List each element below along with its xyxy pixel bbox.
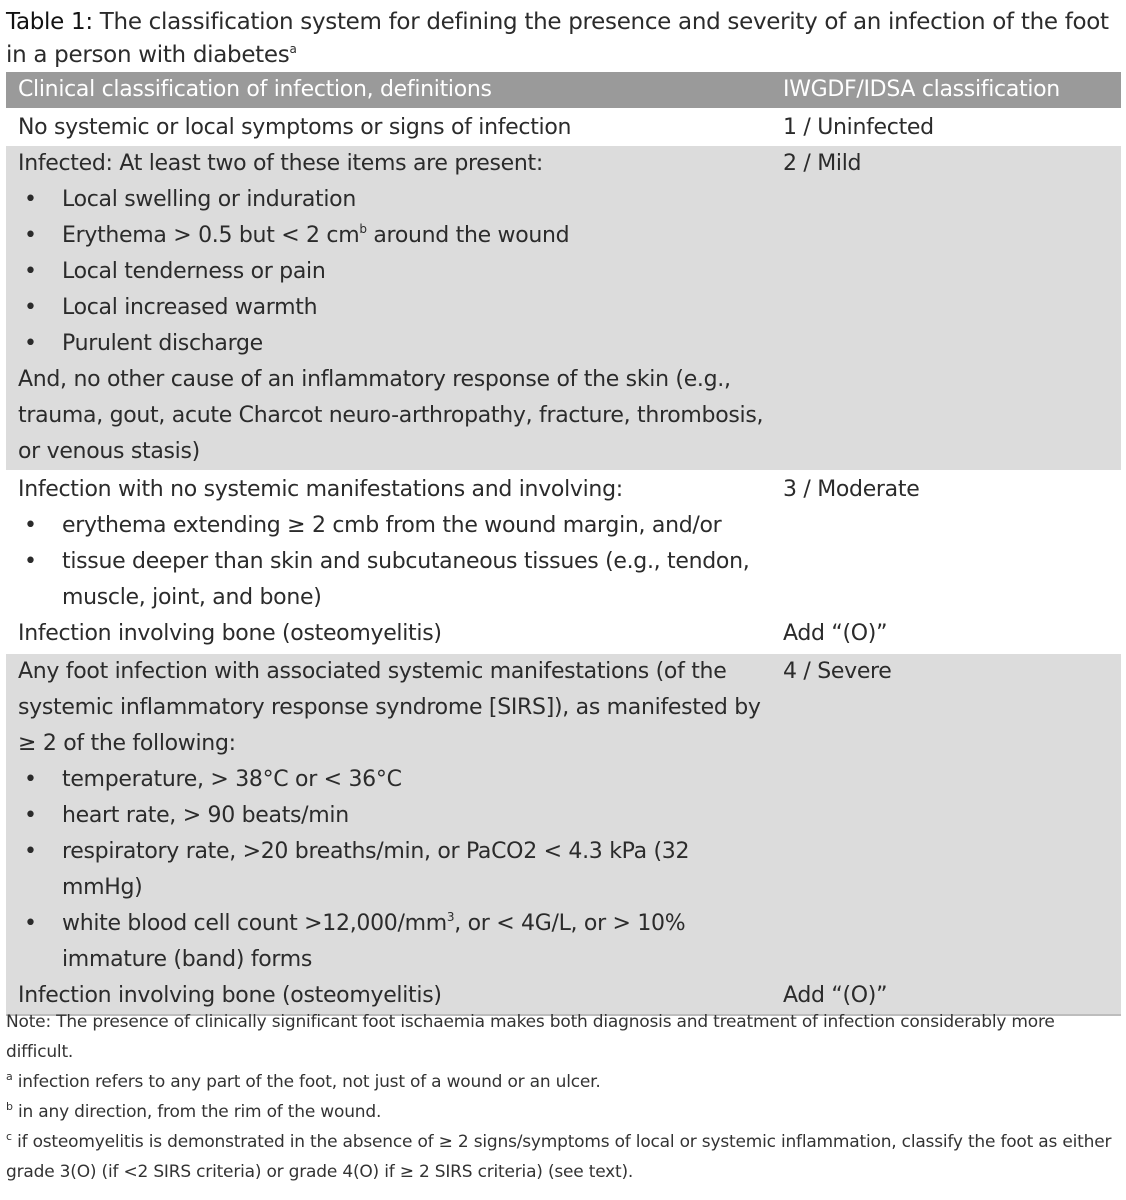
caption-footnote-mark: a: [289, 42, 297, 56]
footnote-b: [6, 1097, 1116, 1127]
row-definition: Infection involving bone (osteomyelitis): [6, 978, 769, 1015]
row-grade: 4 / Severe: [769, 653, 1121, 978]
row-intro: Infected: At least two of these items are present:: [18, 151, 543, 176]
footnote-text: in any direction, from the rim of the wound.: [12, 1102, 382, 1122]
footnote-a: [6, 1067, 1116, 1097]
header-classification: IWGDF/IDSA classification: [769, 72, 1121, 109]
row-grade: Add “(O)”: [769, 616, 1121, 653]
superscript: 3: [446, 910, 455, 924]
row-closing: And, no other cause of an inflammatory response of the skin (e.g., trauma, gout, acute Charcot neuro-arthropathy, fracture, thrombosis, or venous stasis): [18, 367, 764, 464]
row-intro: Infection with no systemic manifestations and involving:: [18, 477, 623, 502]
list-item: [18, 218, 769, 254]
footnote-text: infection refers to any part of the foot, not just of a wound or an ulcer.: [12, 1072, 601, 1092]
row-grade: 3 / Moderate: [769, 471, 1121, 616]
footnote-mark: a: [6, 1070, 13, 1083]
table-row-moderate: [6, 471, 1121, 616]
list-item: [18, 906, 769, 978]
table-caption: [6, 6, 1116, 72]
footnote-mark: c: [6, 1130, 12, 1143]
table-label: Table 1:: [6, 9, 93, 35]
row-definition: Infection involving bone (osteomyelitis): [6, 616, 769, 653]
list-item: • Local swelling or induration: [18, 182, 769, 218]
list-item: • temperature, > 38°C or < 36°C: [18, 762, 769, 798]
list-item: • heart rate, > 90 beats/min: [18, 798, 769, 834]
row-grade: 2 / Mild: [769, 146, 1121, 471]
list-item: • Purulent discharge: [18, 326, 769, 362]
footnote-c: [6, 1127, 1116, 1187]
table-row-mild: [6, 146, 1121, 471]
list-item: • Local tenderness or pain: [18, 254, 769, 290]
row-intro: Any foot infection with associated systemic manifestations (of the systemic inflammatory response syndrome [SIRS]), as manifested by ≥ 2 of the following:: [18, 659, 761, 756]
footnote-mark: b: [6, 1100, 13, 1113]
note-main: Note: The presence of clinically significant foot ischaemia makes both diagnosis and treatment of infection considerably more difficult.: [6, 1012, 1055, 1062]
caption-text: The classification system for defining the presence and severity of an infection of the foot in a person with diabetes: [6, 9, 1109, 68]
list-item: • tissue deeper than skin and subcutaneous tissues (e.g., tendon, muscle, joint, and bone): [18, 544, 769, 616]
bullet-list: [18, 508, 769, 616]
classification-table: [6, 72, 1121, 1016]
footnote-mark: b: [359, 222, 367, 236]
table-header-row: [6, 72, 1121, 109]
row-definition: [6, 146, 769, 471]
table-notes: [6, 1007, 1116, 1187]
list-item: • Local increased warmth: [18, 290, 769, 326]
bullet-list: [18, 182, 769, 362]
list-item-text: white blood cell count >12,000/mm: [62, 911, 447, 936]
list-item-text-tail: around the wound: [366, 223, 570, 248]
list-item: • erythema extending ≥ 2 cmb from the wound margin, and/or: [18, 508, 769, 544]
row-grade: 1 / Uninfected: [769, 109, 1121, 146]
table-row-moderate-bone: [6, 616, 1121, 653]
row-definition: [6, 653, 769, 978]
list-item: • respiratory rate, >20 breaths/min, or PaCO2 < 4.3 kPa (32 mmHg): [18, 834, 769, 906]
list-item-text: Erythema > 0.5 but < 2 cm: [62, 223, 360, 248]
table-row-severe: [6, 653, 1121, 978]
row-definition: No systemic or local symptoms or signs of infection: [6, 109, 769, 146]
list-item-text-tail: , or < 4G/L, or > 10% immature (band) forms: [62, 911, 686, 972]
table-row-uninfected: [6, 109, 1121, 146]
header-definitions: Clinical classification of infection, definitions: [6, 72, 769, 109]
row-definition: [6, 471, 769, 616]
bullet-list: [18, 762, 769, 978]
footnote-text: if osteomyelitis is demonstrated in the absence of ≥ 2 signs/symptoms of local or systemic inflammation, classify the foot as either grade 3(O) (if <2 SIRS criteria) or grade 4(O) if ≥ 2 SIRS criteria) (see text).: [6, 1132, 1112, 1182]
row-grade: Add “(O)”: [769, 978, 1121, 1015]
